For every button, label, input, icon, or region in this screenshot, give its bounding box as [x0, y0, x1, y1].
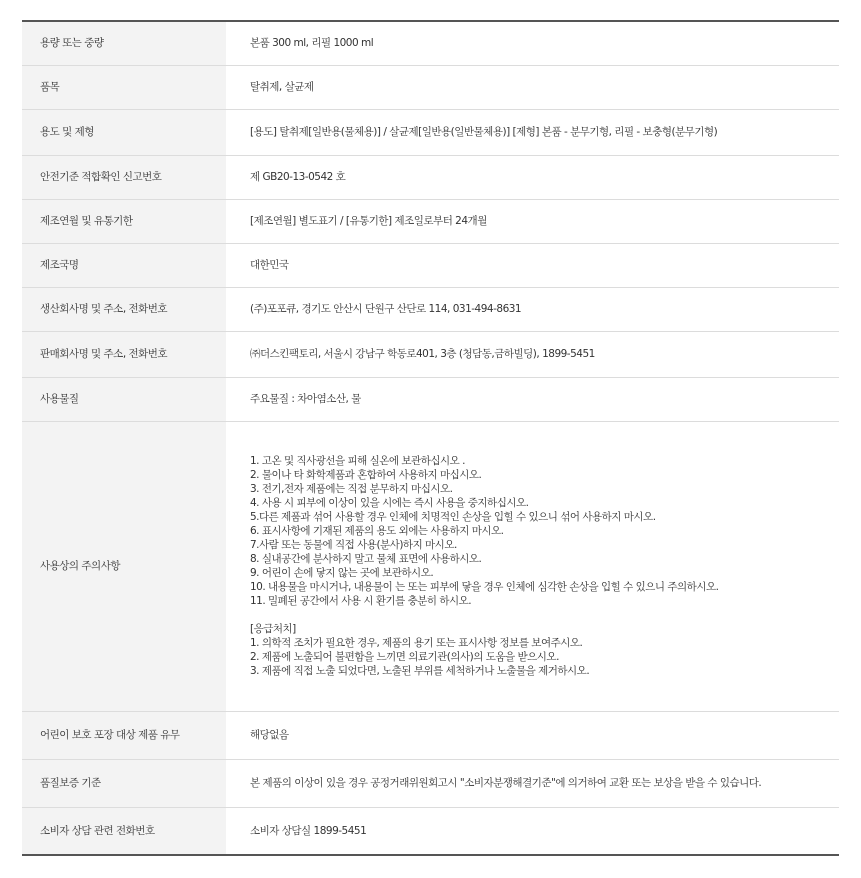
table-row [22, 109, 839, 155]
spacer [250, 608, 839, 622]
table-row [22, 243, 839, 287]
table-row [22, 21, 839, 65]
table-row [22, 711, 839, 759]
caution-line: 3. 전기,전자 제품에는 직접 분무하지 마십시오. [250, 483, 453, 495]
table-row [22, 65, 839, 109]
table-row [22, 287, 839, 331]
caution-line: 10. 내용물을 마시거나, 내용물이 는 또는 피부에 닿을 경우 인체에 심각한 손상을 입힐 수 있으니 주의하시오. [250, 581, 719, 593]
row-value-seller: ㈜더스킨팩토리, 서울시 강남구 학동로401, 3층 (청담동,금하빌딩), 1899-5451 [226, 331, 839, 377]
row-label-consumer-phone: 소비자 상담 관련 전화번호 [22, 807, 226, 855]
caution-line: 9. 어린이 손에 닿지 않는 곳에 보관하시오. [250, 567, 434, 579]
caution-list [250, 454, 839, 678]
row-value-safety-number: 제 GB20-13-0542 호 [226, 155, 839, 199]
row-value-child-protection: 해당없음 [226, 711, 839, 759]
row-label-item: 품목 [22, 65, 226, 109]
emergency-line: 1. 의학적 조치가 필요한 경우, 제품의 용기 또는 표시사항 정보를 보여주시오. [250, 637, 583, 649]
caution-line: 4. 사용 시 피부에 이상이 있을 시에는 즉시 사용을 중지하십시오. [250, 497, 529, 509]
row-label-manufacturer: 생산회사명 및 주소, 전화번호 [22, 287, 226, 331]
table-row [22, 331, 839, 377]
row-value-usage-form: [용도] 탈취제[일반용(물체용)] / 살균제[일반용(일반물체용)] [제형] 본품 - 분무기형, 리필 - 보충형(분무기형) [226, 109, 839, 155]
row-label-capacity: 용량 또는 중량 [22, 21, 226, 65]
row-value-item: 탈취제, 살균제 [226, 65, 839, 109]
row-value-caution [226, 421, 839, 711]
caution-line: 5.다른 제품과 섞어 사용할 경우 인체에 치명적인 손상을 입힐 수 있으니 섞어 사용하지 마시오. [250, 511, 656, 523]
row-value-capacity: 본품 300 ml, 리필 1000 ml [226, 21, 839, 65]
row-label-quality-guarantee: 품질보증 기준 [22, 759, 226, 807]
product-info-section [22, 20, 839, 856]
product-info-table [22, 20, 839, 856]
table-row [22, 199, 839, 243]
caution-line: 1. 고온 및 직사광선을 피해 실온에 보관하십시오 . [250, 455, 465, 467]
table-row [22, 421, 839, 711]
row-label-usage-form: 용도 및 제형 [22, 109, 226, 155]
row-label-safety-number: 안전기준 적합확인 신고번호 [22, 155, 226, 199]
table-row [22, 807, 839, 855]
caution-line: 6. 표시사항에 기재된 제품의 용도 외에는 사용하지 마시오. [250, 525, 504, 537]
row-value-substance: 주요물질 : 차아염소산, 물 [226, 377, 839, 421]
row-label-child-protection: 어린이 보호 포장 대상 제품 유무 [22, 711, 226, 759]
row-value-quality-guarantee: 본 제품의 이상이 있을 경우 공정거래위원회고시 "소비자분쟁해결기준"에 의거하여 교환 또는 보상을 받을 수 있습니다. [226, 759, 839, 807]
emergency-title: [응급처치] [250, 623, 296, 635]
row-label-caution: 사용상의 주의사항 [22, 421, 226, 711]
row-value-manufacturer: (주)포포큐, 경기도 안산시 단원구 산단로 114, 031-494-8631 [226, 287, 839, 331]
emergency-line: 3. 제품에 직접 노출 되었다면, 노출된 부위를 세척하거나 노출물을 제거하시오. [250, 665, 590, 677]
caution-line: 7.사람 또는 동물에 직접 사용(분사)하지 마시오. [250, 539, 457, 551]
caution-line: 8. 실내공간에 분사하지 말고 물체 표면에 사용하시오. [250, 553, 482, 565]
table-row [22, 759, 839, 807]
table-row [22, 155, 839, 199]
row-value-country: 대한민국 [226, 243, 839, 287]
row-label-substance: 사용물질 [22, 377, 226, 421]
row-label-seller: 판매회사명 및 주소, 전화번호 [22, 331, 226, 377]
row-label-country: 제조국명 [22, 243, 226, 287]
caution-line: 11. 밀폐된 공간에서 사용 시 환기를 충분히 하시오. [250, 595, 472, 607]
row-value-manufacture-date: [제조연월] 별도표기 / [유통기한] 제조일로부터 24개월 [226, 199, 839, 243]
caution-line: 2. 물이나 타 화학제품과 혼합하여 사용하지 마십시오. [250, 469, 482, 481]
row-label-manufacture-date: 제조연월 및 유통기한 [22, 199, 226, 243]
table-row [22, 377, 839, 421]
row-value-consumer-phone: 소비자 상담실 1899-5451 [250, 824, 367, 837]
emergency-line: 2. 제품에 노출되어 불편함을 느끼면 의료기관(의사)의 도움을 받으시오. [250, 651, 559, 663]
